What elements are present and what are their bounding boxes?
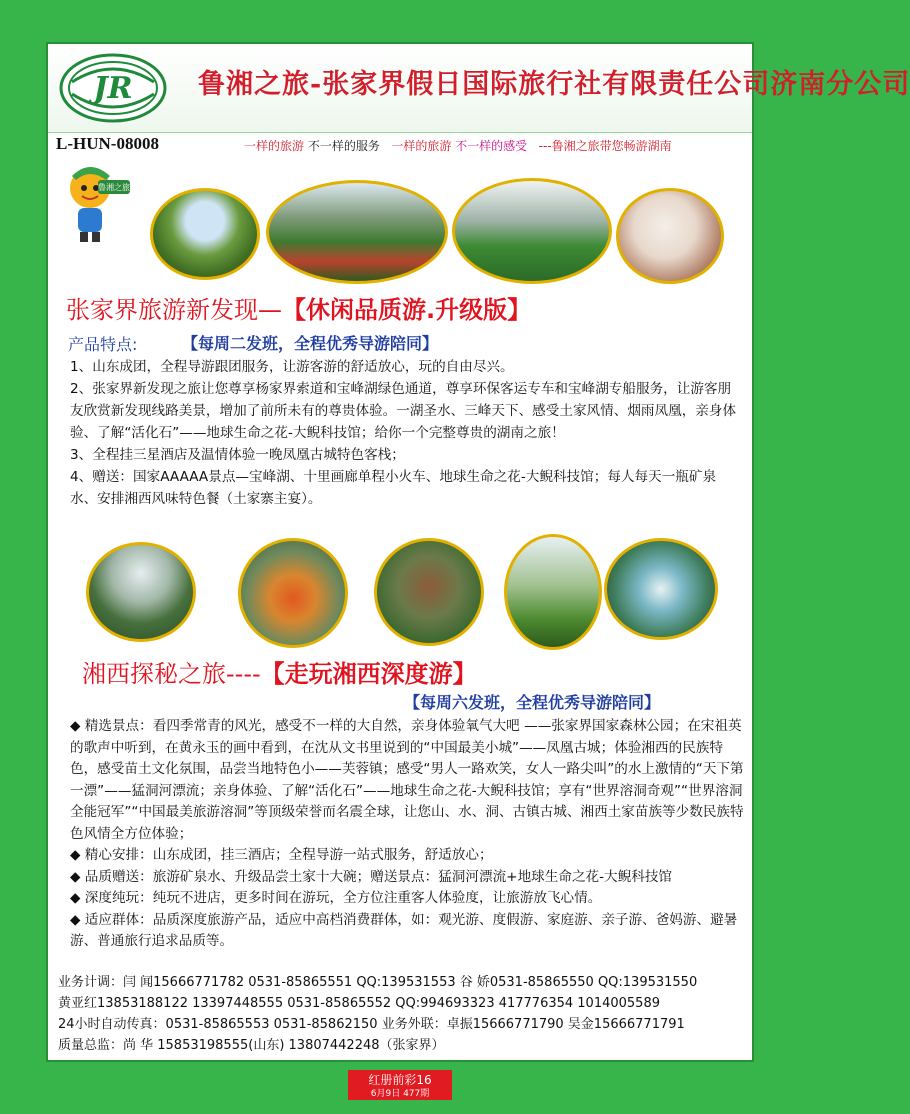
feature-item: 1、山东成团，全程导游跟团服务，让游客游的舒适放心，玩的自由尽兴。 xyxy=(70,359,514,375)
product-code: L-HUN-08008 xyxy=(56,134,159,153)
catalog-issue: 6月9日 477期 xyxy=(370,1089,430,1099)
photo-forest-peaks xyxy=(86,542,196,642)
contact-line: 质量总监：尚 华 15853198555(山东) 13807442248（张家界） xyxy=(58,1038,445,1053)
photo-village xyxy=(150,188,260,280)
contact-line: 黄亚红13853188122 13397448555 0531-85865552 QQ:994693323 417776354 1014005589 xyxy=(58,996,660,1011)
photo-ancient-town xyxy=(374,538,484,646)
company-logo xyxy=(58,52,168,124)
section1-title xyxy=(66,290,531,325)
slogan-part: 一样的旅游 xyxy=(244,139,305,153)
photo-rafting xyxy=(238,538,348,648)
header-band xyxy=(48,44,910,133)
feature-item: 3、全程挂三星酒店及温情体验一晚凤凰古城特色客栈； xyxy=(70,447,405,463)
flyer-sheet xyxy=(46,42,910,1062)
section2-title-bracket: 【走玩湘西深度游】 xyxy=(260,660,477,688)
section1-title-prefix: 张家界旅游新发现— xyxy=(66,296,282,324)
contact-line: 业务计调：闫 闻15666771782 0531-85865551 QQ:139531553 谷 娇0531-85865550 QQ:139531550 xyxy=(58,975,698,990)
tour-highlight-item: ◆ 品质赠送：旅游矿泉水、升级品尝土家十大碗；赠送景点：猛洞河漂流+地球生命之花-大鲵科技馆 xyxy=(70,868,673,885)
section2-title-prefix: 湘西探秘之旅---- xyxy=(82,660,261,688)
section2-items xyxy=(70,716,746,953)
photo-waterfall xyxy=(604,538,718,640)
mascot-illustration xyxy=(60,162,130,244)
photo-cliff-painting xyxy=(616,188,724,284)
tour-highlight-item: ◆ 精选景点：看四季常青的风光，感受不一样的大自然，亲身体验氧气大吧 ——张家界国家森林公园；在宋祖英的歌声中听到，在黄永玉的画中看到，在沈从文书里说到的“中国最美小城”——凤凰古城；体验湘西的民族特色，感受苗土文化氛围，品尝当地特色小——芙蓉镇；感受“男人一路欢笑，女人一路尖叫”的水上激情的“天下第一漂”——猛洞河漂流；亲身体验、了解“活化石”——地球生命之花-大鲵科技馆；享有“世界溶洞奇观”“世界溶洞全能冠军”“中国最美旅游溶洞”等顶级荣誉而名震全球，让您山、水、洞、古镇古城、湘西土家苗族等少数民族特色风情全方位体验； xyxy=(70,718,744,842)
contact-block xyxy=(58,972,752,1056)
slogan-part: 不一样的感受 xyxy=(455,139,528,153)
company-name: 鲁湘之旅-张家界假日国际旅行社有限责任公司济南分公司 xyxy=(198,69,910,100)
feature-item: 2、张家界新发现之旅让您尊享杨家界索道和宝峰湖绿色通道，尊享环保客运专车和宝峰湖专船服务，让游客朋友欣赏新发现线路美景，增加了前所未有的尊贵体验。一湖圣水、三峰天下、感受土家风情、烟雨凤凰，亲身体验、了解“活化石”——地球生命之花-大鲵科技馆；给你一个完整尊贵的湖南之旅！ xyxy=(70,381,737,441)
section2-badge: 【每周六发班，全程优秀导游陪同】 xyxy=(404,693,661,712)
tour-highlight-item: ◆ 精心安排：山东成团，挂三酒店；全程导游一站式服务，舒适放心； xyxy=(70,847,493,863)
contact-line: 24小时自动传真：0531-85865553 0531-85862150 业务外联：卓振15666771790 吴金15666771791 xyxy=(58,1017,685,1032)
section1-badge: 【每周二发班，全程优秀导游陪同】 xyxy=(182,334,439,353)
catalog-tag xyxy=(348,1070,452,1100)
photo-peaks-train xyxy=(452,178,612,284)
slogan xyxy=(244,137,672,154)
catalog-page: 红册前彩16 xyxy=(368,1073,432,1087)
photo-green-pillars xyxy=(504,534,602,650)
features-label: 产品特点: xyxy=(68,335,138,354)
tour-highlight-item: ◆ 适应群体：品质深度旅游产品，适应中高档消费群体，如：观光游、度假游、家庭游、亲子游、爸妈游、避暑游、普通旅行追求品质等。 xyxy=(70,911,738,949)
slogan-part: 一样的旅游 xyxy=(391,139,452,153)
section2-title xyxy=(82,654,477,689)
section1-title-bracket: 【休闲品质游.升级版】 xyxy=(282,296,532,324)
slogan-part: ---鲁湘之旅带您畅游湖南 xyxy=(538,139,672,153)
feature-item: 4、赠送：国家AAAAA景点—宝峰湖、十里画廊单程小火车、地球生命之花-大鲵科技馆；每人每天一瓶矿泉水、安排湘西风味特色餐（土家寨主宴）。 xyxy=(70,469,717,507)
tour-highlight-item: ◆ 深度纯玩：纯玩不进店，更多时间在游玩，全方位注重客人体验度，让旅游放飞心情。 xyxy=(70,890,602,906)
logo-text: JR xyxy=(93,71,133,106)
slogan-part: 不一样的服务 xyxy=(307,139,380,153)
photo-train-forest xyxy=(266,180,448,284)
section1-items xyxy=(70,356,740,510)
mascot-sign-text: 鲁湘之旅 xyxy=(98,183,130,192)
